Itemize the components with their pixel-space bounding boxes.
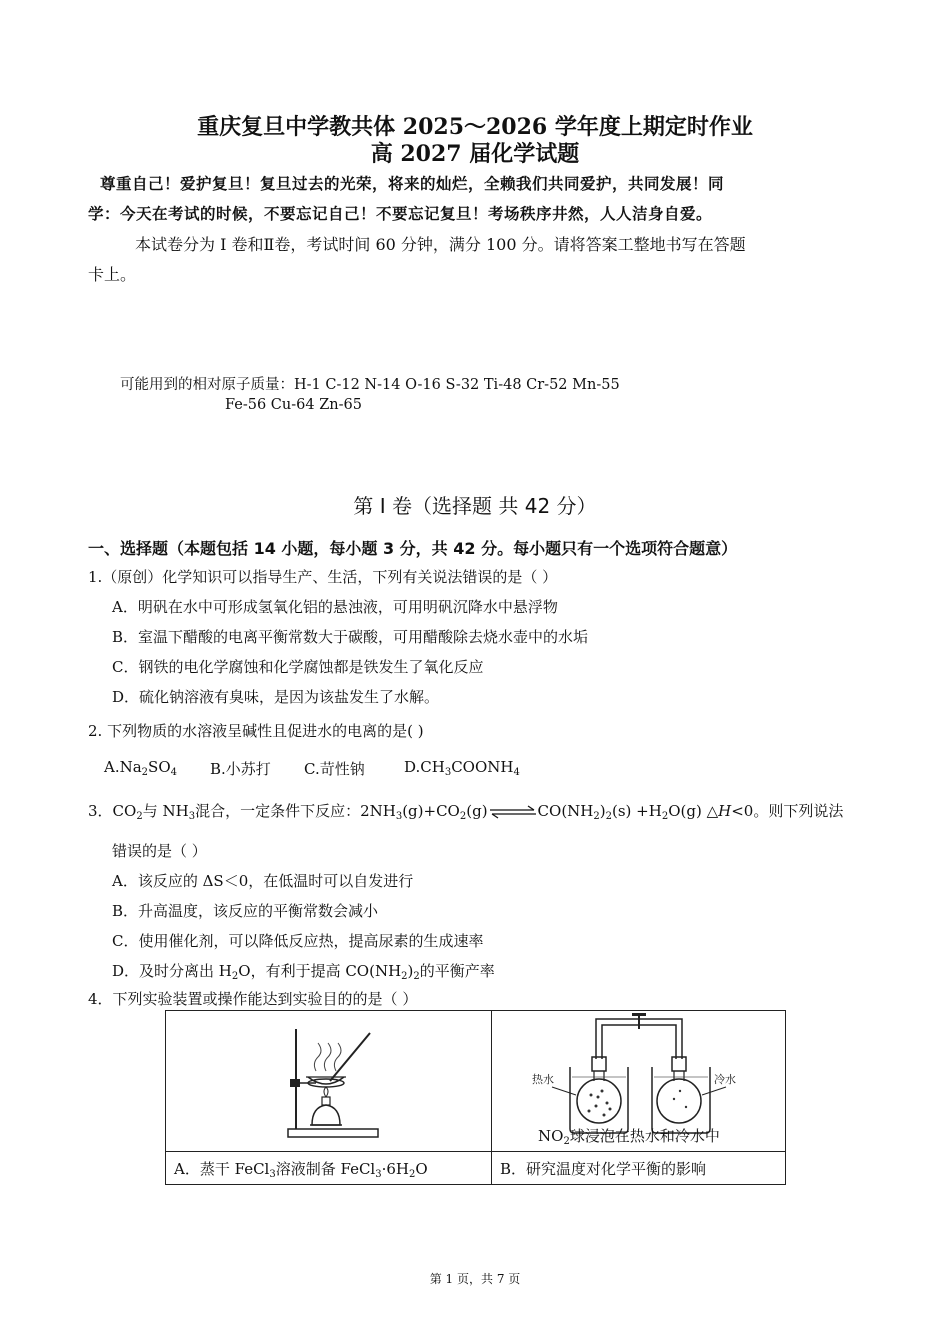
atomic-mass-line2: Fe-56 Cu-64 Zn-65: [225, 397, 362, 413]
hot-water-label: 热水: [532, 1073, 554, 1086]
page-footer: 第 1 页，共 7 页: [429, 1272, 521, 1286]
q3-stem-continued: 错误的是（ ）: [112, 842, 207, 860]
q4-image-a-cell: [166, 1011, 492, 1152]
equilibrium-arrow-icon: [488, 805, 538, 819]
section-title: 第 I 卷（选择题 共 42 分）: [353, 494, 597, 518]
q1-option-a: A．明矾在水中可形成氢氧化铝的悬浊液，可用明矾沉降水中悬浮物: [112, 598, 558, 616]
intro-line2: 卡上。: [88, 265, 137, 284]
evaporation-apparatus-icon: [166, 1011, 491, 1151]
q2-option-b: B.小苏打: [210, 760, 271, 778]
q3-option-a: A．该反应的 ΔS＜0，在低温时可以自发进行: [112, 872, 414, 890]
exam-title-line1: 重庆复旦中学教共体 2025～2026 学年度上期定时作业: [197, 114, 753, 140]
atomic-mass-line1: 可能用到的相对原子质量：H-1 C-12 N-14 O-16 S-32 Ti-48 Cr-52 Mn-55: [120, 377, 620, 393]
motto-line1: 尊重自己！爱护复旦！复旦过去的光荣，将来的灿烂，全赖我们共同爱护，共同发展！同: [100, 174, 725, 193]
exam-title-line2: 高 2027 届化学试题: [370, 141, 580, 167]
part-title: 一、选择题（本题包括 14 小题，每小题 3 分，共 42 分。每小题只有一个选项符合题意）: [88, 539, 738, 558]
q4-caption-b: B．研究温度对化学平衡的影响: [492, 1152, 786, 1185]
q3-option-d: D．及时分离出 $H_2O$，有利于提高 $CO(NH_2)_2$的平衡产率: [112, 962, 495, 982]
no2-caption: $NO_2$球浸泡在热水和冷水中: [538, 1127, 720, 1147]
cold-water-label: 冷水: [714, 1073, 736, 1086]
q1-option-b: B．室温下醋酸的电离平衡常数大于碳酸，可用醋酸除去烧水壶中的水垢: [112, 628, 589, 646]
intro-line1: 本试卷分为 I 卷和Ⅱ卷，考试时间 60 分钟，满分 100 分。请将答案工整地书写在答题: [135, 235, 746, 254]
q2-stem: 2. 下列物质的水溶液呈碱性且促进水的电离的是( ): [88, 722, 424, 740]
q4-experiment-table: [165, 1010, 786, 1185]
q2-option-c: C.苛性钠: [304, 760, 365, 778]
q3-option-c: C．使用催化剂，可以降低反应热，提高尿素的生成速率: [112, 932, 484, 950]
q3-stem: 3．$CO_2$与 $NH_3$混合，一定条件下反应：$2NH_3(g)+CO_2(g)$ $CO(NH_2)_2(s) +H_2O(g)$ △H<0。则下列说法: [88, 802, 844, 822]
motto-line2: 学：今天在考试的时候，不要忘记自己！不要忘记复旦！考场秩序井然，人人洁身自爱。: [88, 204, 713, 223]
q2-option-d: $D.CH_3COONH_4$: [404, 758, 520, 778]
q2-option-a: $A.Na_2SO_4$: [104, 758, 177, 778]
q4-image-b-cell: [492, 1011, 786, 1152]
q1-stem: 1.（原创）化学知识可以指导生产、生活，下列有关说法错误的是（ ）: [88, 568, 558, 586]
q4-stem: 4．下列实验装置或操作能达到实验目的的是（ ）: [88, 990, 418, 1008]
q1-option-c: C．钢铁的电化学腐蚀和化学腐蚀都是铁发生了氧化反应: [112, 658, 484, 676]
q4-caption-a: A．蒸干 FeCl$_3$溶液制备 $FeCl_3\cdot 6H_2O$: [166, 1152, 492, 1185]
q3-option-b: B．升高温度，该反应的平衡常数会减小: [112, 902, 379, 920]
q1-option-d: D．硫化钠溶液有臭味，是因为该盐发生了水解。: [112, 688, 440, 706]
